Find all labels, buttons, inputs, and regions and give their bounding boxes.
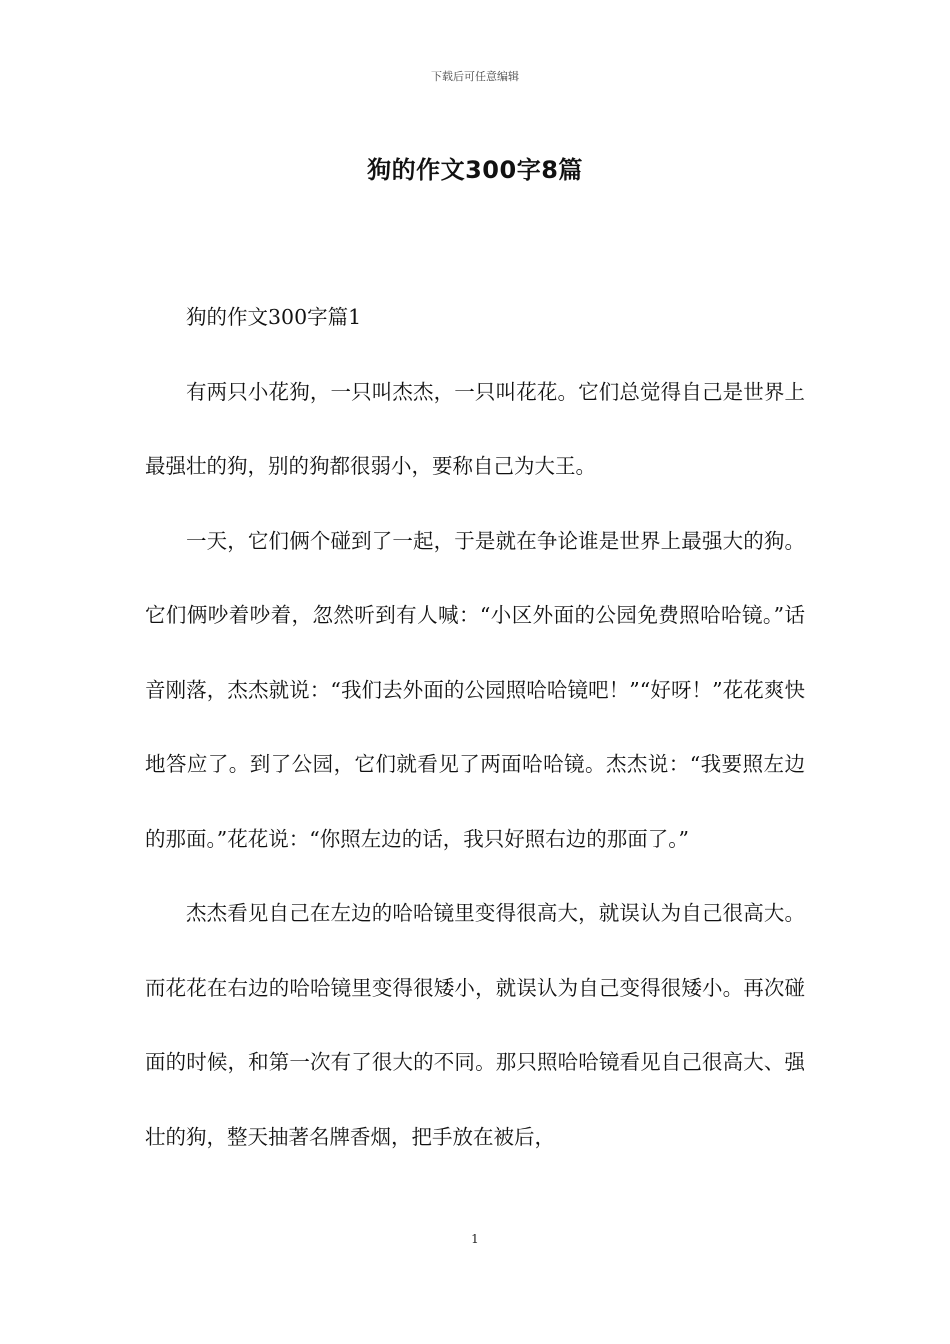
body-paragraph: 一天，它们俩个碰到了一起，于是就在争论谁是世界上最强大的狗。它们俩吵着吵着，忽然听到有人喊：“小区外面的公园免费照哈哈镜。”话音刚落，杰杰就说：“我们去外面的公园照哈哈镜吧！”“好呀！”花花爽快地答应了。到了公园，它们就看见了两面哈哈镜。杰杰说：“我要照左边的那面。”花花说：“你照左边的话，我只好照右边的那面了。” [145,528,805,851]
header-note: 下载后可任意编辑 [431,70,519,83]
body-paragraph: 杰杰看见自己在左边的哈哈镜里变得很高大，就误认为自己很高大。而花花在右边的哈哈镜里变得很矮小，就误认为自己变得很矮小。再次碰面的时候，和第一次有了很大的不同。那只照哈哈镜看见自己很高大、强壮的狗，整天抽著名牌香烟，把手放在被后， [145,901,805,1149]
page-number: 1 [471,1232,479,1246]
document-body [145,280,805,1174]
section-heading: 狗的作文300字篇1 [186,305,362,329]
page-title: 狗的作文300字8篇 [367,156,583,184]
body-paragraph: 有两只小花狗，一只叫杰杰，一只叫花花。它们总觉得自己是世界上最强壮的狗，别的狗都很弱小，要称自己为大王。 [145,379,805,478]
